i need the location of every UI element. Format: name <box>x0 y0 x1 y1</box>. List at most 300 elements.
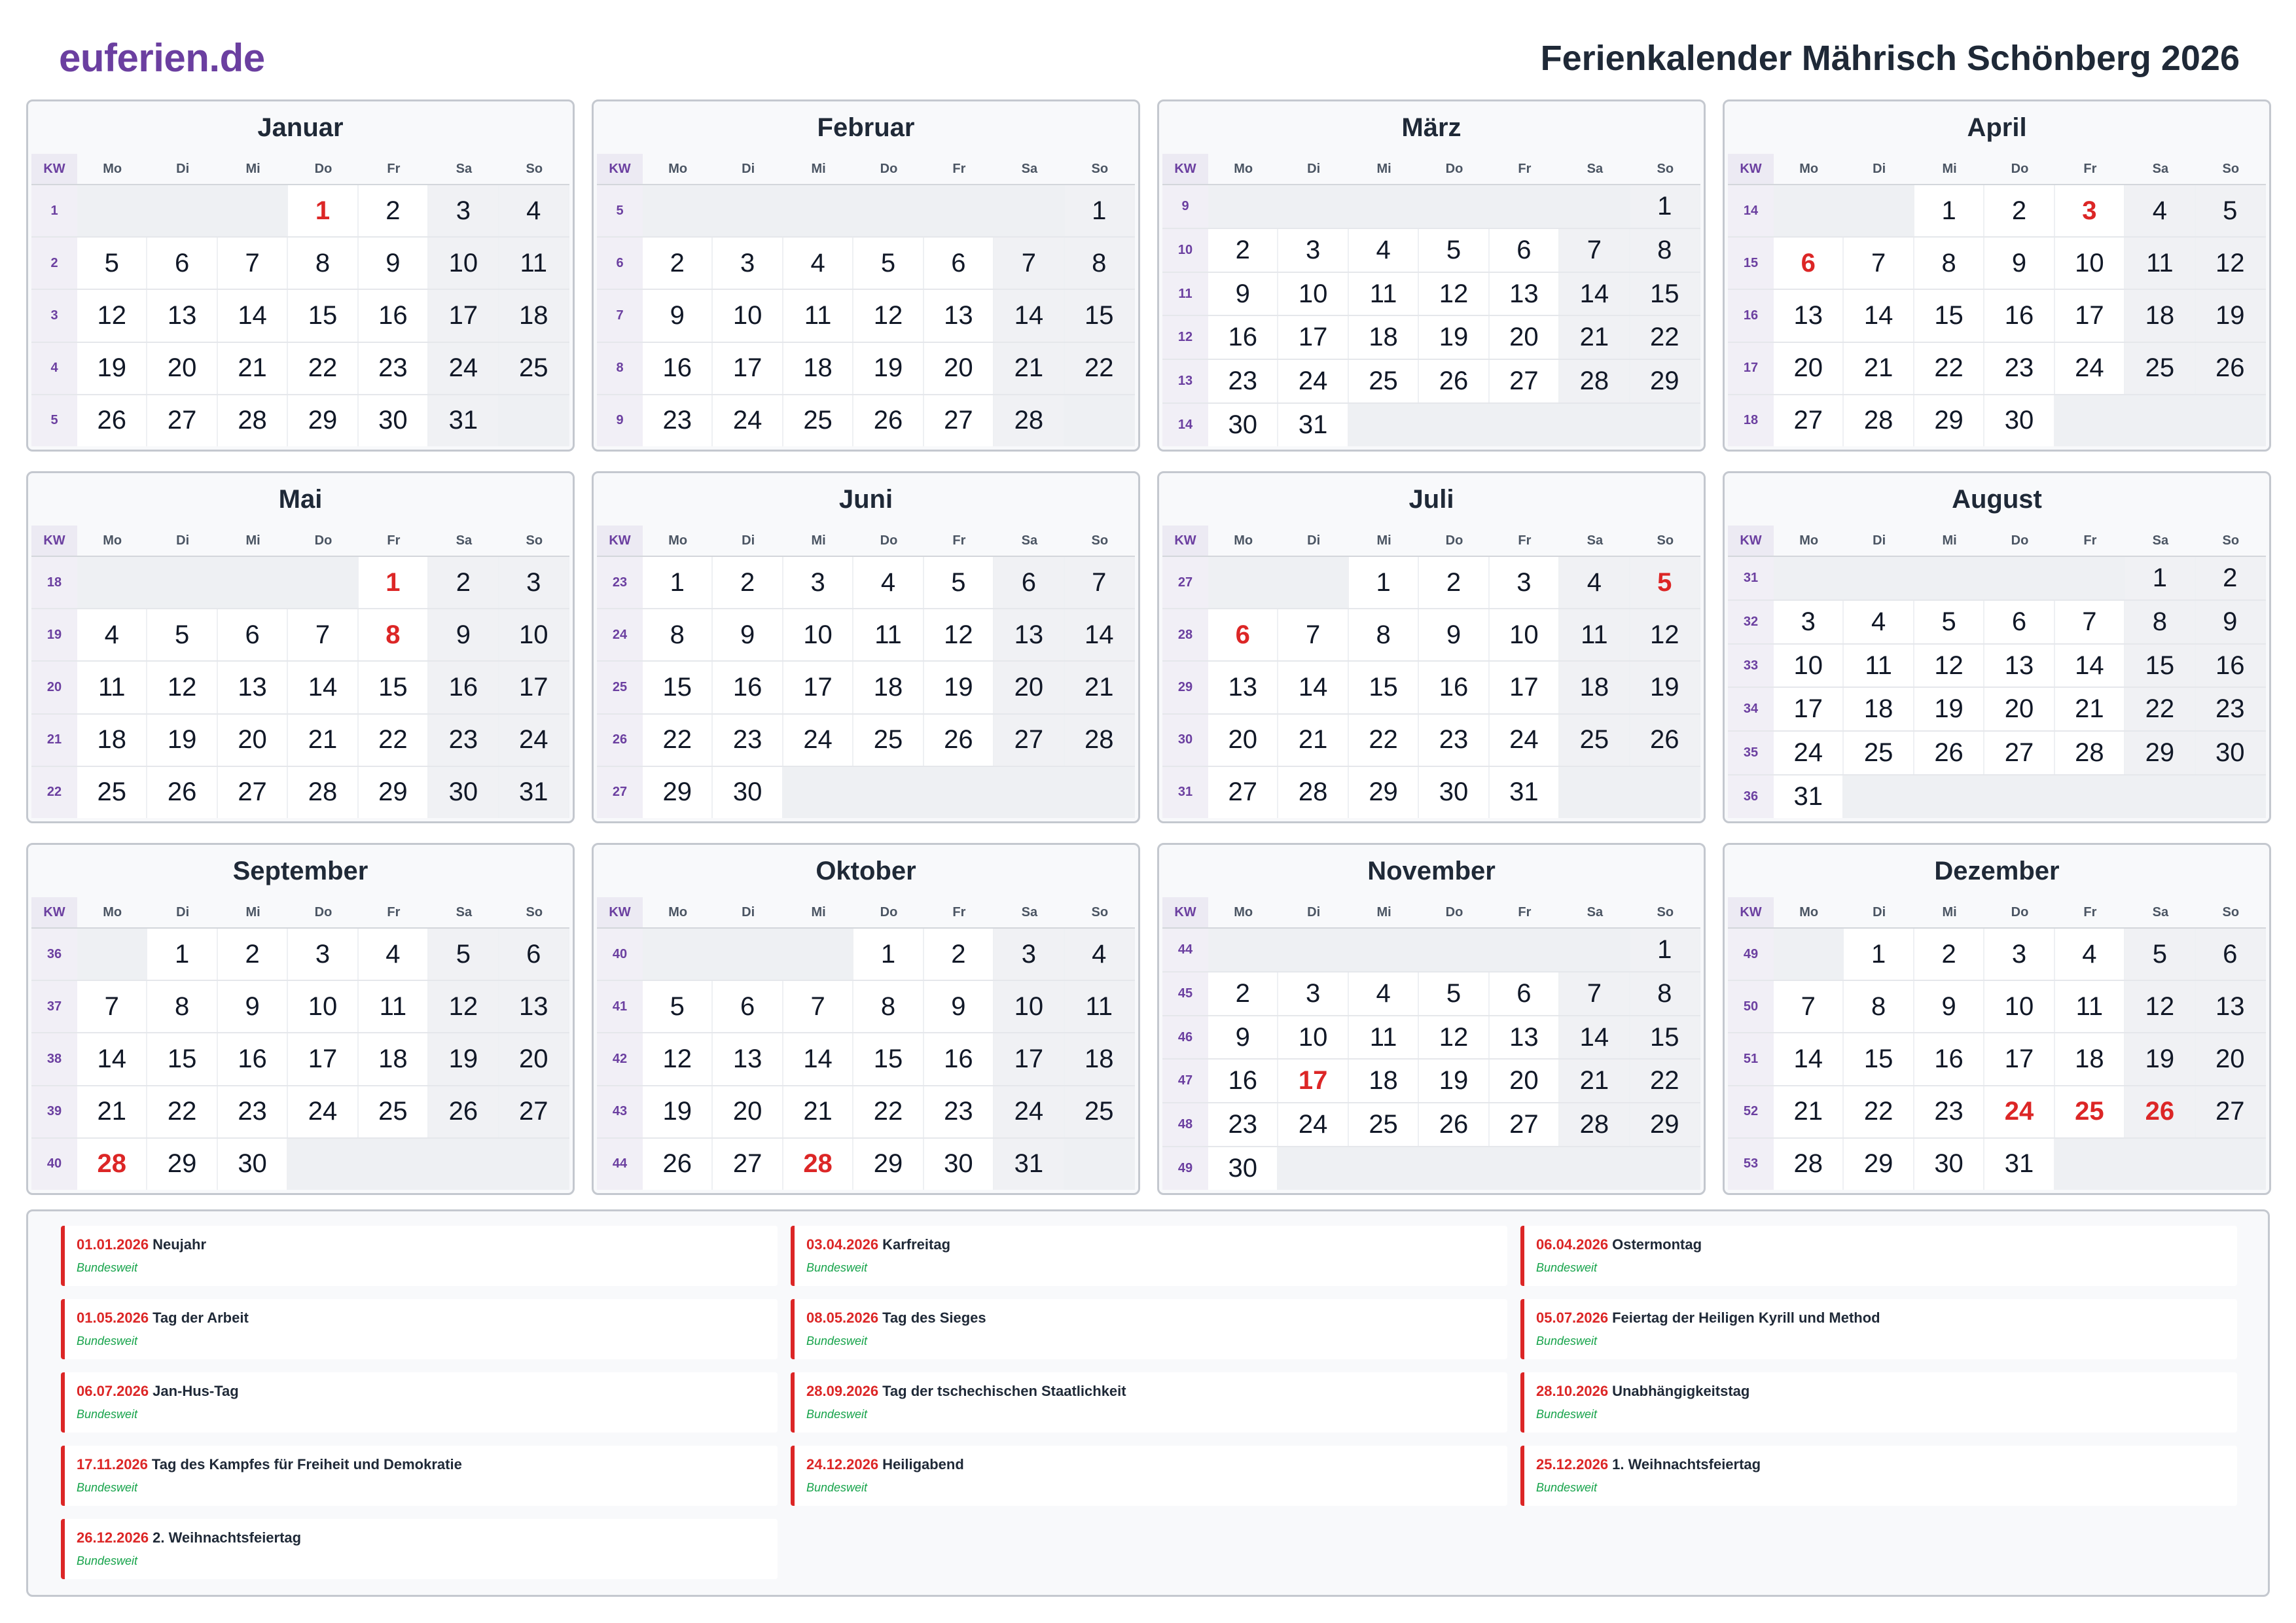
day-cell[interactable]: 6 <box>218 609 288 660</box>
day-cell[interactable]: 20 <box>924 343 994 394</box>
day-cell[interactable]: 11 <box>1349 1016 1419 1059</box>
day-cell[interactable]: 1 <box>1630 929 1700 971</box>
day-cell[interactable]: 24 <box>1278 1103 1348 1146</box>
day-cell[interactable]: 15 <box>1349 662 1419 713</box>
day-cell[interactable]: 1 <box>1349 557 1419 608</box>
day-cell[interactable]: 10 <box>1984 981 2054 1032</box>
day-cell[interactable]: 24 <box>288 1086 358 1137</box>
day-cell[interactable]: 6 <box>1490 972 1560 1015</box>
day-cell[interactable]: 17 <box>499 662 569 713</box>
day-cell[interactable]: 29 <box>2125 732 2195 774</box>
day-cell[interactable]: 27 <box>1208 767 1278 818</box>
day-cell[interactable]: 19 <box>2196 290 2266 341</box>
day-cell[interactable]: 14 <box>994 290 1064 341</box>
day-cell[interactable]: 14 <box>1560 273 1630 315</box>
day-cell[interactable]: 28 <box>2055 732 2125 774</box>
day-cell[interactable]: 1 <box>1844 929 1914 980</box>
day-cell[interactable]: 18 <box>1844 688 1914 730</box>
day-cell-holiday[interactable]: 17 <box>1278 1060 1348 1102</box>
day-cell[interactable]: 31 <box>994 1139 1064 1190</box>
day-cell[interactable]: 23 <box>643 395 713 446</box>
day-cell[interactable]: 9 <box>1419 609 1489 660</box>
day-cell[interactable]: 9 <box>713 609 783 660</box>
day-cell[interactable]: 28 <box>1774 1139 1844 1190</box>
day-cell[interactable]: 2 <box>643 238 713 289</box>
day-cell[interactable]: 13 <box>994 609 1064 660</box>
day-cell[interactable]: 30 <box>359 395 429 446</box>
day-cell[interactable]: 31 <box>1490 767 1560 818</box>
day-cell[interactable]: 9 <box>1984 238 2054 289</box>
day-cell[interactable]: 20 <box>1490 316 1560 359</box>
day-cell[interactable]: 10 <box>499 609 569 660</box>
day-cell[interactable]: 7 <box>288 609 358 660</box>
day-cell[interactable]: 13 <box>147 290 217 341</box>
day-cell[interactable]: 21 <box>1774 1086 1844 1137</box>
day-cell[interactable]: 15 <box>1844 1033 1914 1084</box>
day-cell[interactable]: 27 <box>1490 360 1560 402</box>
day-cell[interactable]: 10 <box>288 981 358 1032</box>
day-cell[interactable]: 1 <box>1630 185 1700 228</box>
day-cell[interactable]: 26 <box>147 767 217 818</box>
day-cell[interactable]: 22 <box>853 1086 924 1137</box>
day-cell[interactable]: 8 <box>1630 229 1700 272</box>
day-cell[interactable]: 21 <box>288 715 358 766</box>
day-cell[interactable]: 18 <box>359 1033 429 1084</box>
day-cell[interactable]: 13 <box>499 981 569 1032</box>
day-cell[interactable]: 21 <box>218 343 288 394</box>
day-cell[interactable]: 27 <box>924 395 994 446</box>
day-cell[interactable]: 11 <box>853 609 924 660</box>
day-cell[interactable]: 22 <box>359 715 429 766</box>
day-cell[interactable]: 31 <box>1984 1139 2054 1190</box>
day-cell[interactable]: 7 <box>783 981 853 1032</box>
day-cell[interactable]: 11 <box>1844 645 1914 687</box>
day-cell[interactable]: 28 <box>1844 395 1914 446</box>
day-cell[interactable]: 18 <box>1065 1033 1135 1084</box>
day-cell[interactable]: 20 <box>1984 688 2054 730</box>
day-cell[interactable]: 17 <box>1984 1033 2054 1084</box>
day-cell[interactable]: 22 <box>1065 343 1135 394</box>
day-cell[interactable]: 1 <box>147 929 217 980</box>
day-cell[interactable]: 26 <box>1914 732 1984 774</box>
site-logo[interactable]: euferien.de <box>59 36 265 80</box>
day-cell[interactable]: 19 <box>1914 688 1984 730</box>
day-cell[interactable]: 26 <box>1419 360 1489 402</box>
day-cell[interactable]: 23 <box>218 1086 288 1137</box>
day-cell-holiday[interactable]: 26 <box>2125 1086 2195 1137</box>
day-cell[interactable]: 23 <box>1984 343 2054 394</box>
day-cell[interactable]: 17 <box>994 1033 1064 1084</box>
day-cell[interactable]: 31 <box>429 395 499 446</box>
day-cell[interactable]: 31 <box>1774 776 1844 818</box>
day-cell[interactable]: 15 <box>1630 1016 1700 1059</box>
day-cell[interactable]: 16 <box>218 1033 288 1084</box>
day-cell[interactable]: 13 <box>1984 645 2054 687</box>
day-cell-holiday[interactable]: 6 <box>1774 238 1844 289</box>
day-cell[interactable]: 25 <box>1349 1103 1419 1146</box>
day-cell[interactable]: 26 <box>1630 715 1700 766</box>
day-cell[interactable]: 10 <box>1278 273 1348 315</box>
day-cell[interactable]: 29 <box>1630 360 1700 402</box>
day-cell[interactable]: 19 <box>77 343 147 394</box>
day-cell[interactable]: 1 <box>853 929 924 980</box>
day-cell[interactable]: 27 <box>1774 395 1844 446</box>
day-cell[interactable]: 30 <box>924 1139 994 1190</box>
day-cell[interactable]: 22 <box>1914 343 1984 394</box>
day-cell[interactable]: 29 <box>1844 1139 1914 1190</box>
day-cell[interactable]: 14 <box>1774 1033 1844 1084</box>
day-cell[interactable]: 9 <box>1208 1016 1278 1059</box>
day-cell[interactable]: 20 <box>1774 343 1844 394</box>
day-cell[interactable]: 12 <box>1419 1016 1489 1059</box>
day-cell[interactable]: 16 <box>359 290 429 341</box>
day-cell[interactable]: 6 <box>499 929 569 980</box>
day-cell[interactable]: 27 <box>218 767 288 818</box>
day-cell[interactable]: 2 <box>1208 229 1278 272</box>
day-cell[interactable]: 3 <box>429 185 499 236</box>
day-cell-holiday[interactable]: 25 <box>2055 1086 2125 1137</box>
day-cell[interactable]: 10 <box>2055 238 2125 289</box>
day-cell-holiday[interactable]: 28 <box>77 1139 147 1190</box>
day-cell[interactable]: 11 <box>783 290 853 341</box>
day-cell[interactable]: 9 <box>2196 601 2266 643</box>
day-cell[interactable]: 20 <box>499 1033 569 1084</box>
day-cell[interactable]: 14 <box>1560 1016 1630 1059</box>
day-cell[interactable]: 3 <box>1278 972 1348 1015</box>
day-cell[interactable]: 18 <box>499 290 569 341</box>
day-cell[interactable]: 27 <box>1490 1103 1560 1146</box>
day-cell[interactable]: 5 <box>1419 229 1489 272</box>
day-cell[interactable]: 26 <box>77 395 147 446</box>
day-cell[interactable]: 26 <box>429 1086 499 1137</box>
day-cell[interactable]: 9 <box>1208 273 1278 315</box>
day-cell[interactable]: 25 <box>1560 715 1630 766</box>
day-cell[interactable]: 30 <box>1208 1147 1278 1190</box>
day-cell[interactable]: 5 <box>2125 929 2195 980</box>
day-cell[interactable]: 12 <box>643 1033 713 1084</box>
day-cell[interactable]: 24 <box>713 395 783 446</box>
day-cell[interactable]: 20 <box>2196 1033 2266 1084</box>
day-cell[interactable]: 8 <box>2125 601 2195 643</box>
day-cell[interactable]: 25 <box>2125 343 2195 394</box>
day-cell[interactable]: 22 <box>288 343 358 394</box>
day-cell[interactable]: 8 <box>643 609 713 660</box>
day-cell[interactable]: 16 <box>429 662 499 713</box>
day-cell[interactable]: 27 <box>2196 1086 2266 1137</box>
day-cell[interactable]: 3 <box>1984 929 2054 980</box>
day-cell[interactable]: 11 <box>2125 238 2195 289</box>
day-cell[interactable]: 6 <box>2196 929 2266 980</box>
day-cell[interactable]: 4 <box>2055 929 2125 980</box>
day-cell[interactable]: 15 <box>1630 273 1700 315</box>
day-cell[interactable]: 2 <box>924 929 994 980</box>
day-cell[interactable]: 25 <box>1065 1086 1135 1137</box>
day-cell[interactable]: 18 <box>853 662 924 713</box>
day-cell[interactable]: 30 <box>2196 732 2266 774</box>
day-cell[interactable]: 5 <box>643 981 713 1032</box>
day-cell[interactable]: 3 <box>1490 557 1560 608</box>
day-cell[interactable]: 5 <box>147 609 217 660</box>
day-cell-holiday[interactable]: 8 <box>359 609 429 660</box>
day-cell[interactable]: 9 <box>1914 981 1984 1032</box>
day-cell[interactable]: 19 <box>1419 1060 1489 1102</box>
day-cell[interactable]: 3 <box>1774 601 1844 643</box>
day-cell[interactable]: 19 <box>924 662 994 713</box>
day-cell[interactable]: 18 <box>1560 662 1630 713</box>
day-cell[interactable]: 14 <box>1844 290 1914 341</box>
day-cell[interactable]: 11 <box>77 662 147 713</box>
day-cell-holiday[interactable]: 5 <box>1630 557 1700 608</box>
day-cell[interactable]: 19 <box>1630 662 1700 713</box>
day-cell[interactable]: 10 <box>1278 1016 1348 1059</box>
day-cell[interactable]: 28 <box>1560 1103 1630 1146</box>
day-cell[interactable]: 12 <box>2125 981 2195 1032</box>
day-cell[interactable]: 2 <box>1419 557 1489 608</box>
day-cell[interactable]: 14 <box>2055 645 2125 687</box>
day-cell[interactable]: 24 <box>1278 360 1348 402</box>
day-cell[interactable]: 4 <box>499 185 569 236</box>
day-cell[interactable]: 18 <box>77 715 147 766</box>
day-cell[interactable]: 10 <box>429 238 499 289</box>
day-cell[interactable]: 21 <box>2055 688 2125 730</box>
day-cell[interactable]: 7 <box>218 238 288 289</box>
day-cell[interactable]: 16 <box>1208 1060 1278 1102</box>
day-cell[interactable]: 5 <box>853 238 924 289</box>
day-cell[interactable]: 18 <box>1349 316 1419 359</box>
day-cell[interactable]: 19 <box>147 715 217 766</box>
day-cell[interactable]: 25 <box>359 1086 429 1137</box>
day-cell[interactable]: 3 <box>1278 229 1348 272</box>
day-cell[interactable]: 30 <box>713 767 783 818</box>
day-cell[interactable]: 5 <box>77 238 147 289</box>
day-cell[interactable]: 8 <box>147 981 217 1032</box>
day-cell[interactable]: 22 <box>1630 1060 1700 1102</box>
day-cell[interactable]: 16 <box>713 662 783 713</box>
day-cell[interactable]: 24 <box>783 715 853 766</box>
day-cell[interactable]: 29 <box>288 395 358 446</box>
day-cell[interactable]: 26 <box>924 715 994 766</box>
day-cell[interactable]: 10 <box>783 609 853 660</box>
day-cell[interactable]: 7 <box>1560 972 1630 1015</box>
day-cell[interactable]: 13 <box>924 290 994 341</box>
day-cell[interactable]: 12 <box>147 662 217 713</box>
day-cell[interactable]: 24 <box>499 715 569 766</box>
day-cell[interactable]: 13 <box>713 1033 783 1084</box>
day-cell[interactable]: 16 <box>1984 290 2054 341</box>
day-cell[interactable]: 5 <box>924 557 994 608</box>
day-cell[interactable]: 23 <box>1419 715 1489 766</box>
day-cell[interactable]: 22 <box>1844 1086 1914 1137</box>
day-cell[interactable]: 24 <box>429 343 499 394</box>
day-cell[interactable]: 16 <box>1914 1033 1984 1084</box>
day-cell[interactable]: 31 <box>1278 404 1348 446</box>
day-cell[interactable]: 9 <box>429 609 499 660</box>
day-cell[interactable]: 13 <box>2196 981 2266 1032</box>
day-cell[interactable]: 14 <box>288 662 358 713</box>
day-cell[interactable]: 6 <box>1490 229 1560 272</box>
day-cell[interactable]: 11 <box>359 981 429 1032</box>
day-cell[interactable]: 30 <box>429 767 499 818</box>
day-cell[interactable]: 27 <box>147 395 217 446</box>
day-cell[interactable]: 29 <box>643 767 713 818</box>
day-cell[interactable]: 13 <box>1774 290 1844 341</box>
day-cell[interactable]: 20 <box>994 662 1064 713</box>
day-cell[interactable]: 17 <box>1774 688 1844 730</box>
day-cell[interactable]: 11 <box>499 238 569 289</box>
day-cell[interactable]: 1 <box>1065 185 1135 236</box>
day-cell[interactable]: 8 <box>1065 238 1135 289</box>
day-cell[interactable]: 26 <box>2196 343 2266 394</box>
day-cell[interactable]: 17 <box>288 1033 358 1084</box>
day-cell[interactable]: 7 <box>2055 601 2125 643</box>
day-cell[interactable]: 2 <box>1208 972 1278 1015</box>
day-cell[interactable]: 30 <box>1419 767 1489 818</box>
day-cell[interactable]: 25 <box>783 395 853 446</box>
day-cell[interactable]: 6 <box>924 238 994 289</box>
day-cell[interactable]: 23 <box>1914 1086 1984 1137</box>
day-cell[interactable]: 6 <box>1984 601 2054 643</box>
day-cell[interactable]: 4 <box>1560 557 1630 608</box>
day-cell[interactable]: 1 <box>643 557 713 608</box>
day-cell[interactable]: 8 <box>288 238 358 289</box>
day-cell[interactable]: 17 <box>1490 662 1560 713</box>
day-cell[interactable]: 4 <box>77 609 147 660</box>
day-cell[interactable]: 26 <box>643 1139 713 1190</box>
day-cell[interactable]: 4 <box>2125 185 2195 236</box>
day-cell[interactable]: 15 <box>288 290 358 341</box>
day-cell[interactable]: 23 <box>429 715 499 766</box>
day-cell[interactable]: 21 <box>994 343 1064 394</box>
day-cell[interactable]: 2 <box>429 557 499 608</box>
day-cell[interactable]: 16 <box>2196 645 2266 687</box>
day-cell[interactable]: 9 <box>218 981 288 1032</box>
day-cell[interactable]: 29 <box>1630 1103 1700 1146</box>
day-cell[interactable]: 15 <box>1914 290 1984 341</box>
day-cell[interactable]: 2 <box>713 557 783 608</box>
day-cell[interactable]: 9 <box>924 981 994 1032</box>
day-cell[interactable]: 3 <box>783 557 853 608</box>
day-cell[interactable]: 16 <box>924 1033 994 1084</box>
day-cell[interactable]: 20 <box>147 343 217 394</box>
day-cell[interactable]: 12 <box>853 290 924 341</box>
day-cell[interactable]: 8 <box>1844 981 1914 1032</box>
day-cell[interactable]: 13 <box>1490 273 1560 315</box>
day-cell[interactable]: 24 <box>1774 732 1844 774</box>
day-cell[interactable]: 6 <box>147 238 217 289</box>
day-cell[interactable]: 17 <box>713 343 783 394</box>
day-cell[interactable]: 23 <box>1208 360 1278 402</box>
day-cell[interactable]: 30 <box>1208 404 1278 446</box>
day-cell[interactable]: 10 <box>1774 645 1844 687</box>
day-cell[interactable]: 13 <box>218 662 288 713</box>
day-cell-holiday[interactable]: 3 <box>2055 185 2125 236</box>
day-cell[interactable]: 21 <box>1065 662 1135 713</box>
day-cell[interactable]: 7 <box>1065 557 1135 608</box>
day-cell[interactable]: 2 <box>1914 929 1984 980</box>
day-cell[interactable]: 13 <box>1490 1016 1560 1059</box>
day-cell[interactable]: 9 <box>359 238 429 289</box>
day-cell[interactable]: 15 <box>643 662 713 713</box>
day-cell[interactable]: 15 <box>853 1033 924 1084</box>
day-cell[interactable]: 21 <box>1560 1060 1630 1102</box>
day-cell[interactable]: 18 <box>2055 1033 2125 1084</box>
day-cell[interactable]: 28 <box>218 395 288 446</box>
day-cell[interactable]: 12 <box>924 609 994 660</box>
day-cell[interactable]: 21 <box>77 1086 147 1137</box>
day-cell[interactable]: 13 <box>1208 662 1278 713</box>
day-cell-holiday[interactable]: 6 <box>1208 609 1278 660</box>
day-cell[interactable]: 18 <box>1349 1060 1419 1102</box>
day-cell[interactable]: 15 <box>147 1033 217 1084</box>
day-cell[interactable]: 17 <box>2055 290 2125 341</box>
day-cell[interactable]: 4 <box>1844 601 1914 643</box>
day-cell[interactable]: 8 <box>853 981 924 1032</box>
day-cell[interactable]: 10 <box>994 981 1064 1032</box>
day-cell[interactable]: 23 <box>1208 1103 1278 1146</box>
day-cell[interactable]: 23 <box>713 715 783 766</box>
day-cell[interactable]: 20 <box>1208 715 1278 766</box>
day-cell[interactable]: 29 <box>853 1139 924 1190</box>
day-cell[interactable]: 4 <box>1065 929 1135 980</box>
day-cell[interactable]: 27 <box>994 715 1064 766</box>
day-cell[interactable]: 31 <box>499 767 569 818</box>
day-cell[interactable]: 12 <box>429 981 499 1032</box>
day-cell[interactable]: 23 <box>2196 688 2266 730</box>
day-cell[interactable]: 8 <box>1914 238 1984 289</box>
day-cell[interactable]: 15 <box>1065 290 1135 341</box>
day-cell[interactable]: 25 <box>1844 732 1914 774</box>
day-cell[interactable]: 27 <box>713 1139 783 1190</box>
day-cell[interactable]: 20 <box>713 1086 783 1137</box>
day-cell[interactable]: 3 <box>499 557 569 608</box>
day-cell[interactable]: 18 <box>783 343 853 394</box>
day-cell[interactable]: 2 <box>1984 185 2054 236</box>
day-cell[interactable]: 29 <box>359 767 429 818</box>
day-cell[interactable]: 24 <box>2055 343 2125 394</box>
day-cell[interactable]: 29 <box>1914 395 1984 446</box>
day-cell[interactable]: 16 <box>643 343 713 394</box>
day-cell[interactable]: 21 <box>1278 715 1348 766</box>
day-cell[interactable]: 7 <box>77 981 147 1032</box>
day-cell[interactable]: 28 <box>1560 360 1630 402</box>
day-cell[interactable]: 4 <box>783 238 853 289</box>
day-cell-holiday[interactable]: 1 <box>359 557 429 608</box>
day-cell[interactable]: 19 <box>429 1033 499 1084</box>
day-cell[interactable]: 25 <box>77 767 147 818</box>
day-cell[interactable]: 15 <box>359 662 429 713</box>
day-cell[interactable]: 21 <box>1844 343 1914 394</box>
day-cell[interactable]: 18 <box>2125 290 2195 341</box>
day-cell[interactable]: 14 <box>1065 609 1135 660</box>
day-cell[interactable]: 7 <box>1278 609 1348 660</box>
day-cell[interactable]: 17 <box>429 290 499 341</box>
day-cell-holiday[interactable]: 28 <box>783 1139 853 1190</box>
day-cell-holiday[interactable]: 24 <box>1984 1086 2054 1137</box>
day-cell[interactable]: 11 <box>1560 609 1630 660</box>
day-cell[interactable]: 17 <box>783 662 853 713</box>
day-cell[interactable]: 15 <box>2125 645 2195 687</box>
day-cell[interactable]: 22 <box>1630 316 1700 359</box>
day-cell[interactable]: 6 <box>994 557 1064 608</box>
day-cell[interactable]: 29 <box>1349 767 1419 818</box>
day-cell[interactable]: 22 <box>2125 688 2195 730</box>
day-cell[interactable]: 3 <box>288 929 358 980</box>
day-cell[interactable]: 1 <box>2125 557 2195 599</box>
day-cell[interactable]: 25 <box>499 343 569 394</box>
day-cell[interactable]: 12 <box>1419 273 1489 315</box>
day-cell[interactable]: 28 <box>994 395 1064 446</box>
day-cell[interactable]: 21 <box>1560 316 1630 359</box>
